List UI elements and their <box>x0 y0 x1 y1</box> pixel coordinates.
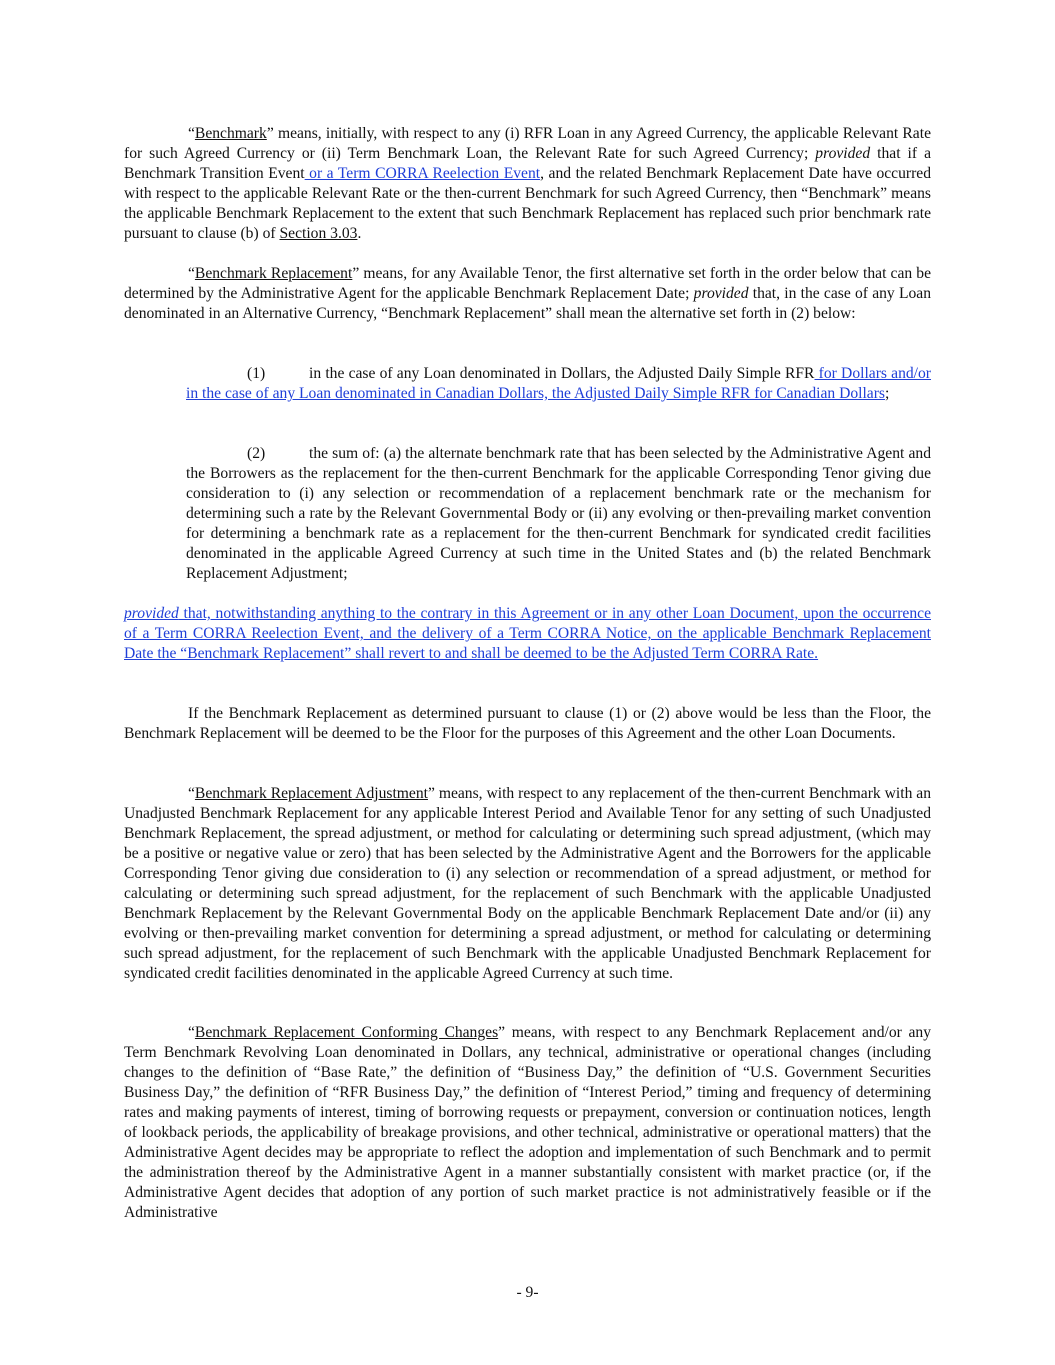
defined-term: Benchmark Replacement <box>194 265 353 282</box>
paragraph-text: that if a Benchmark Transition Event <box>124 145 931 182</box>
list-item-number: (1) <box>247 365 266 382</box>
list-item-text <box>186 364 931 404</box>
paragraph-text: ” means, with respect to any Benchmark Replacement and/or any Term Benchmark Revolving Loan denominated in Dollars, any technical, administrative or operational changes (including changes to the definition of “Base Rate,” the definition of “Business Day,” the definition of “U.S. Government Securities Business Day,” the definition of “RFR Business Day,” the definition of “Interest Period,” timing and frequency of determining rates and making payments of interest, timing of borrowing requests or prepayment, conversion or continuation notices, length of lookback periods, the applicability of breakage provisions, and other technical, administrative or operational matters) that the Administrative Agent decides may be appropriate to reflect the adoption and implementation of such Benchmark and to permit the administration thereof by the Administrative Agent in a manner substantially consistent with market practice (or, if the Administrative Agent decides that adoption of any portion of such market practice is not administratively feasible or if the Administrative <box>124 1024 932 1221</box>
provided-italic: provided <box>815 145 871 162</box>
quote-open: “ <box>188 785 195 802</box>
provided-italic: provided <box>693 285 749 302</box>
inserted-text: that, notwithstanding anything to the contrary in this Agreement or in any other Loan Document, upon the occurrence of a Term CORRA Reelection Event, and the delivery of a Term CORRA Notice, on the applicable Benchmark Replacement Date the “Benchmark Replacement” shall revert to and shall be deemed to be the Adjusted Term CORRA Rate. <box>124 605 931 662</box>
paragraph <box>124 784 931 984</box>
paragraph-text: that, in the case of any Loan denominated in an Alternative Currency, “Benchmark Replacement” shall mean the alternative set forth in (2) below: <box>124 285 931 322</box>
list-item-1 <box>186 364 931 404</box>
defined-term: Benchmark <box>194 125 267 142</box>
paragraph: If the Benchmark Replacement as determined pursuant to clause (1) or (2) above would be less than the Floor, the Benchmark Replacement will be deemed to be the Floor for the purposes of this Agreement and the other Loan Documents. <box>124 705 931 742</box>
list-item-number: (2) <box>247 445 266 462</box>
paragraph <box>124 604 931 664</box>
paragraph-text: the sum of: (a) the alternate benchmark rate that has been selected by the Administrative Agent and the Borrowers as the replacement for the then-current Benchmark for the applicable Corresponding Tenor giving due consideration to (i) any selection or recommendation of a replacement benchmark rate or the mechanism for determining such a rate by the Relevant Governmental Body or (ii) any evolving or then-prevailing market convention for determining a benchmark rate as a replacement for the then-current Benchmark for syndicated credit facilities denominated in the applicable Agreed Currency at such time in the United States and (b) the related Benchmark Replacement Adjustment; <box>186 445 931 582</box>
paragraph <box>124 1023 931 1223</box>
definition-benchmark-replacement <box>124 264 931 324</box>
paragraph <box>124 124 931 244</box>
definition-benchmark-replacement-adjustment <box>124 784 931 984</box>
quote-open: “ <box>188 125 195 142</box>
definition-benchmark <box>124 124 931 244</box>
quote-open: “ <box>188 265 195 282</box>
paragraph-text: ; <box>884 385 890 402</box>
defined-term: Benchmark Replacement Adjustment <box>194 785 428 802</box>
paragraph-text: in the case of any Loan denominated in Dollars, the Adjusted Daily Simple RFR <box>309 365 815 382</box>
inserted-text: for Dollars and/or in the case of any Loan denominated in Canadian Dollars, the Adjusted Daily Simple RFR for Canadian Dollars <box>186 365 932 402</box>
quote-open: “ <box>188 1024 195 1041</box>
inserted-text: or a Term CORRA Reelection Event <box>304 165 541 182</box>
page-number: - 9- <box>516 1284 539 1301</box>
proviso-paragraph <box>124 604 931 664</box>
paragraph-text: ” means, for any Available Tenor, the first alternative set forth in the order below that can be determined by the Administrative Agent for the applicable Benchmark Replacement Date; <box>124 265 932 302</box>
paragraph-text: . <box>357 225 362 242</box>
paragraph-text: , and the related Benchmark Replacement Date have occurred with respect to the applicable Relevant Rate or the then-current Benchmark for such Agreed Currency, then “Benchmark” means the applicable Benchmark Replacement to the extent that such Benchmark Replacement has replaced such prior benchmark rate pursuant to clause (b) of <box>124 165 931 242</box>
list-item-text <box>186 444 931 584</box>
list-item-2 <box>186 444 931 584</box>
paragraph-text: ” means, initially, with respect to any (i) RFR Loan in any Agreed Currency, the applicable Relevant Rate for such Agreed Currency or (ii) Term Benchmark Loan, the Relevant Rate for such Agreed Currency; <box>124 125 931 162</box>
definition-benchmark-replacement-conforming-changes <box>124 1023 931 1223</box>
paragraph-text: ” means, with respect to any replacement of the then-current Benchmark with an Unadjusted Benchmark Replacement for any applicable Interest Period and Available Tenor for any setting of such Unadjusted Benchmark Replacement, the spread adjustment, or method for calculating or determining such spread adjustment, (which may be a positive or negative value or zero) that has been selected by the Administrative Agent and the Borrowers for the applicable Corresponding Tenor giving due consideration to (i) any selection or recommendation of a spread adjustment, or method for calculating or determining such spread adjustment, for the replacement of such Benchmark with the applicable Unadjusted Benchmark Replacement by the Relevant Governmental Body on the applicable Benchmark Replacement Date and/or (ii) any evolving or then-prevailing market convention for determining a spread adjustment, or method for calculating or determining such spread adjustment, for the replacement of such Benchmark with the applicable Unadjusted Benchmark Replacement for syndicated credit facilities denominated in the applicable Agreed Currency at such time. <box>124 785 932 982</box>
section-reference: Section 3.03 <box>279 225 358 242</box>
provided-italic: provided <box>124 605 179 622</box>
floor-paragraph <box>124 704 931 744</box>
paragraph <box>124 264 931 324</box>
defined-term: Benchmark Replacement Conforming Changes <box>194 1024 499 1041</box>
